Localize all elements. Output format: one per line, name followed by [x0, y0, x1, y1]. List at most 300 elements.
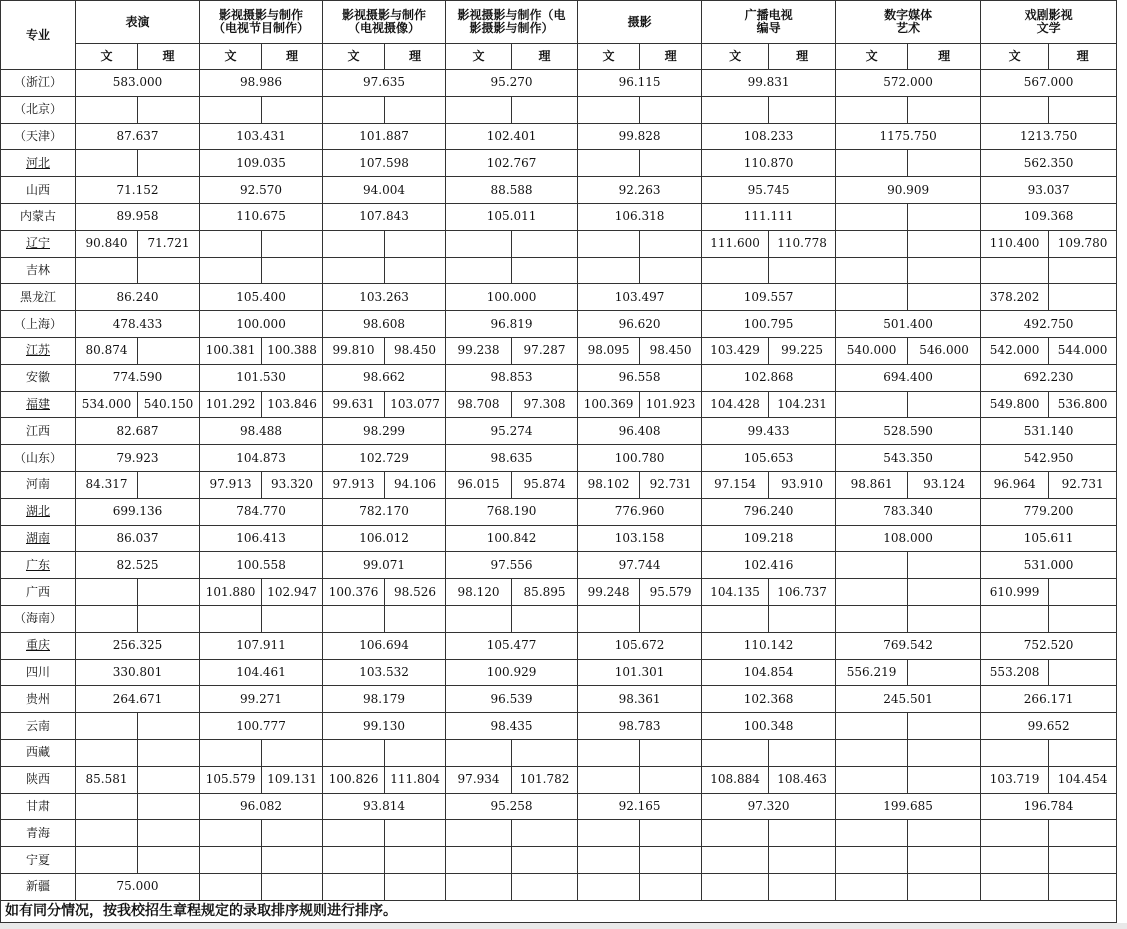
score-cell-li: 97.287 [512, 337, 578, 364]
score-cell: 101.887 [323, 123, 446, 150]
header-li: 理 [385, 44, 446, 70]
score-cell: 109.368 [981, 203, 1117, 230]
header-major-5 [702, 1, 836, 44]
score-cell-wen [578, 605, 640, 632]
score-cell-li [640, 820, 702, 847]
bottom-strip [0, 923, 1127, 929]
score-cell-wen: 105.579 [200, 766, 262, 793]
score-cell-wen [200, 739, 262, 766]
score-cell-wen: 84.317 [76, 471, 138, 498]
score-cell: 105.477 [446, 632, 578, 659]
score-cell-li: 104.454 [1049, 766, 1117, 793]
score-cell: 562.350 [981, 150, 1117, 177]
score-cell: 107.598 [323, 150, 446, 177]
score-cell-wen [836, 96, 908, 123]
score-cell: 95.745 [702, 177, 836, 204]
score-cell-li [138, 766, 200, 793]
score-cell-li [262, 96, 323, 123]
score-cell-li: 71.721 [138, 230, 200, 257]
score-cell: 99.652 [981, 713, 1117, 740]
province-name: 广东 [25, 557, 50, 572]
score-cell: 106.318 [578, 203, 702, 230]
header-wen: 文 [836, 44, 908, 70]
score-cell-li [908, 150, 981, 177]
score-cell-li [512, 96, 578, 123]
score-cell-li [769, 873, 836, 900]
header-major-6 [836, 1, 981, 44]
score-cell: 97.744 [578, 552, 702, 579]
header-major-1 [200, 1, 323, 44]
score-cell-li: 85.895 [512, 579, 578, 606]
score-cell: 98.853 [446, 364, 578, 391]
score-cell-wen: 98.102 [578, 471, 640, 498]
score-cell-wen: 98.120 [446, 579, 512, 606]
score-cell-li [640, 96, 702, 123]
score-cell-li [262, 820, 323, 847]
score-cell: 103.158 [578, 525, 702, 552]
score-cell-wen: 98.095 [578, 337, 640, 364]
score-cell-wen [981, 820, 1049, 847]
score-cell-wen [446, 873, 512, 900]
score-cell: 100.842 [446, 525, 578, 552]
score-cell: 96.408 [578, 418, 702, 445]
score-cell-li [908, 579, 981, 606]
score-cell: 99.130 [323, 713, 446, 740]
score-cell-li [262, 230, 323, 257]
score-cell: 103.497 [578, 284, 702, 311]
score-cell-wen: 103.429 [702, 337, 769, 364]
score-cell-wen [76, 713, 138, 740]
score-cell-li [908, 391, 981, 418]
score-cell-wen [446, 96, 512, 123]
score-cell-li [908, 230, 981, 257]
score-cell-wen: 99.248 [578, 579, 640, 606]
score-cell-li [262, 605, 323, 632]
score-cell: 104.461 [200, 659, 323, 686]
score-cell-li [512, 847, 578, 874]
province-name: （海南） [13, 611, 62, 626]
score-cell: 96.620 [578, 311, 702, 338]
score-cell: 105.400 [200, 284, 323, 311]
score-cell: 106.012 [323, 525, 446, 552]
score-cell-wen: 99.238 [446, 337, 512, 364]
score-cell-wen [836, 391, 908, 418]
score-cell-li [385, 257, 446, 284]
score-cell-wen [836, 203, 908, 230]
score-cell: 245.501 [836, 686, 981, 713]
score-cell: 99.828 [578, 123, 702, 150]
score-cell-wen: 104.135 [702, 579, 769, 606]
score-cell-wen: 80.874 [76, 337, 138, 364]
table-row [1, 873, 1117, 900]
table-row [1, 793, 1117, 820]
score-cell-wen: 104.428 [702, 391, 769, 418]
score-cell-li [908, 713, 981, 740]
score-cell-wen: 549.800 [981, 391, 1049, 418]
score-cell-wen [836, 284, 908, 311]
table-row [1, 150, 1117, 177]
score-cell-li: 101.782 [512, 766, 578, 793]
score-cell: 79.923 [76, 445, 200, 472]
score-cell: 100.795 [702, 311, 836, 338]
score-cell: 264.671 [76, 686, 200, 713]
table-row [1, 337, 1117, 364]
table-row [1, 525, 1117, 552]
score-cell: 108.000 [836, 525, 981, 552]
score-cell: 779.200 [981, 498, 1117, 525]
score-cell: 108.233 [702, 123, 836, 150]
score-cell: 103.532 [323, 659, 446, 686]
score-cell: 98.608 [323, 311, 446, 338]
province-cell [1, 739, 76, 766]
score-cell: 752.520 [981, 632, 1117, 659]
score-cell: 105.011 [446, 203, 578, 230]
province-cell [1, 713, 76, 740]
score-cell-wen: 540.000 [836, 337, 908, 364]
province-cell [1, 70, 76, 97]
score-cell-li [385, 847, 446, 874]
province-cell [1, 257, 76, 284]
province-name: 广西 [25, 584, 50, 599]
score-cell-wen: 96.015 [446, 471, 512, 498]
header-major-line: 摄影 [627, 14, 652, 29]
score-cell: 96.558 [578, 364, 702, 391]
header-li: 理 [908, 44, 981, 70]
header-major-line: 文学 [1036, 21, 1061, 35]
score-cell-li: 100.388 [262, 337, 323, 364]
header-li: 理 [640, 44, 702, 70]
table-row [1, 632, 1117, 659]
score-cell-wen: 97.913 [200, 471, 262, 498]
score-cell: 106.694 [323, 632, 446, 659]
score-cell: 93.814 [323, 793, 446, 820]
score-cell-wen: 100.369 [578, 391, 640, 418]
score-cell-wen [981, 847, 1049, 874]
score-cell-li [138, 257, 200, 284]
score-cell: 95.258 [446, 793, 578, 820]
header-major-4 [578, 1, 702, 44]
score-cell-wen: 100.826 [323, 766, 385, 793]
score-cell: 95.270 [446, 70, 578, 97]
score-cell-wen: 85.581 [76, 766, 138, 793]
score-cell-wen: 101.292 [200, 391, 262, 418]
score-cell: 100.348 [702, 713, 836, 740]
province-name: （山东） [13, 450, 62, 465]
score-cell-wen [200, 873, 262, 900]
score-cell-li [908, 203, 981, 230]
table-row [1, 847, 1117, 874]
table-row [1, 364, 1117, 391]
score-cell: 111.111 [702, 203, 836, 230]
score-cell-li: 93.910 [769, 471, 836, 498]
score-cell-wen: 99.810 [323, 337, 385, 364]
header-wen: 文 [323, 44, 385, 70]
province-name: （上海） [13, 316, 62, 331]
score-cell: 110.870 [702, 150, 836, 177]
score-cell-wen [446, 739, 512, 766]
score-cell: 256.325 [76, 632, 200, 659]
score-cell-wen [200, 847, 262, 874]
header-major-line: 广播电视 [744, 8, 793, 22]
table-row [1, 579, 1117, 606]
score-cell-li [385, 739, 446, 766]
score-cell-li [908, 739, 981, 766]
province-cell [1, 766, 76, 793]
province-cell [1, 311, 76, 338]
score-cell-li [769, 96, 836, 123]
score-cell-li: 540.150 [138, 391, 200, 418]
score-cell: 93.037 [981, 177, 1117, 204]
province-name: 黑龙江 [19, 289, 56, 304]
score-cell-wen [323, 873, 385, 900]
province-cell [1, 793, 76, 820]
score-cell-wen [200, 605, 262, 632]
header-major-line: 表演 [125, 14, 150, 29]
header-major-2 [323, 1, 446, 44]
score-cell-li [138, 605, 200, 632]
score-cell-li [769, 605, 836, 632]
header-major-line: 编导 [756, 21, 781, 35]
table-row [1, 203, 1117, 230]
table-row [1, 418, 1117, 445]
table-row [1, 552, 1117, 579]
table-row [1, 766, 1117, 793]
score-cell-li [385, 230, 446, 257]
score-cell: 776.960 [578, 498, 702, 525]
header-major-7 [981, 1, 1117, 44]
score-cell-wen [981, 873, 1049, 900]
province-name: 河南 [25, 477, 50, 492]
score-cell: 109.557 [702, 284, 836, 311]
table-row [1, 177, 1117, 204]
score-cell-wen: 90.840 [76, 230, 138, 257]
score-cell-li: 97.308 [512, 391, 578, 418]
score-cell: 501.400 [836, 311, 981, 338]
score-cell: 266.171 [981, 686, 1117, 713]
score-cell-li [908, 605, 981, 632]
table-row [1, 311, 1117, 338]
score-cell: 86.037 [76, 525, 200, 552]
header-wen: 文 [446, 44, 512, 70]
header-wen: 文 [981, 44, 1049, 70]
province-cell [1, 418, 76, 445]
province-cell [1, 873, 76, 900]
score-cell-li: 108.463 [769, 766, 836, 793]
score-cell-wen [200, 820, 262, 847]
header-major-line: 影视摄影与制作 [219, 8, 304, 22]
score-cell-wen: 96.964 [981, 471, 1049, 498]
score-cell-wen: 534.000 [76, 391, 138, 418]
score-cell-wen [981, 605, 1049, 632]
score-cell-li [769, 739, 836, 766]
score-cell: 768.190 [446, 498, 578, 525]
header-wen: 文 [200, 44, 262, 70]
score-cell-wen [578, 847, 640, 874]
province-name: 湖北 [25, 504, 50, 519]
score-cell-wen [578, 766, 640, 793]
score-cell-wen [323, 847, 385, 874]
score-cell-wen [702, 847, 769, 874]
province-name: 河北 [25, 155, 50, 170]
score-cell-li [908, 257, 981, 284]
province-cell [1, 847, 76, 874]
score-cell-li [385, 820, 446, 847]
score-cell: 100.000 [446, 284, 578, 311]
score-cell-wen: 610.999 [981, 579, 1049, 606]
score-cell: 330.801 [76, 659, 200, 686]
score-cell-wen: 98.708 [446, 391, 512, 418]
score-cell: 90.909 [836, 177, 981, 204]
score-cell-wen [981, 96, 1049, 123]
score-cell: 492.750 [981, 311, 1117, 338]
header-li: 理 [262, 44, 323, 70]
score-cell: 96.819 [446, 311, 578, 338]
score-cell-wen [200, 257, 262, 284]
score-cell-li: 106.737 [769, 579, 836, 606]
province-cell [1, 552, 76, 579]
score-cell-wen [578, 739, 640, 766]
score-cell-li [138, 337, 200, 364]
score-cell-li [1049, 820, 1117, 847]
score-cell-li [1049, 659, 1117, 686]
province-name: 江苏 [25, 343, 50, 358]
score-cell: 99.831 [702, 70, 836, 97]
header-major-0 [76, 1, 200, 44]
score-cell-li [640, 873, 702, 900]
score-cell: 528.590 [836, 418, 981, 445]
score-cell-li [262, 847, 323, 874]
score-cell-li: 95.874 [512, 471, 578, 498]
score-cell: 71.152 [76, 177, 200, 204]
score-cell: 94.004 [323, 177, 446, 204]
province-cell [1, 177, 76, 204]
score-cell: 694.400 [836, 364, 981, 391]
score-cell: 110.142 [702, 632, 836, 659]
score-cell-wen: 99.631 [323, 391, 385, 418]
score-cell-wen: 98.861 [836, 471, 908, 498]
score-cell: 531.000 [981, 552, 1117, 579]
score-cell-li [640, 605, 702, 632]
score-cell-li [262, 257, 323, 284]
province-cell [1, 230, 76, 257]
table-row [1, 820, 1117, 847]
province-cell [1, 579, 76, 606]
score-cell: 583.000 [76, 70, 200, 97]
province-cell [1, 364, 76, 391]
score-cell: 92.165 [578, 793, 702, 820]
score-cell: 96.082 [200, 793, 323, 820]
score-cell-li [138, 847, 200, 874]
province-name: 新疆 [25, 879, 50, 894]
score-cell-li [640, 230, 702, 257]
table-row [1, 70, 1117, 97]
score-cell-li: 92.731 [1049, 471, 1117, 498]
score-cell: 572.000 [836, 70, 981, 97]
score-cell-li: 111.804 [385, 766, 446, 793]
header-major-line: 影视摄影与制作 [342, 8, 427, 22]
score-cell: 107.911 [200, 632, 323, 659]
score-cell-wen [323, 605, 385, 632]
score-cell: 107.843 [323, 203, 446, 230]
score-cell-li [640, 257, 702, 284]
province-cell [1, 605, 76, 632]
score-cell-li [138, 820, 200, 847]
score-cell: 98.635 [446, 445, 578, 472]
score-cell-wen: 108.884 [702, 766, 769, 793]
score-cell: 104.873 [200, 445, 323, 472]
score-cell: 531.140 [981, 418, 1117, 445]
score-cell: 99.271 [200, 686, 323, 713]
score-cell-li [908, 847, 981, 874]
header-wen: 文 [76, 44, 138, 70]
table-row [1, 713, 1117, 740]
score-cell-li: 94.106 [385, 471, 446, 498]
table-row [1, 739, 1117, 766]
score-cell-wen [76, 605, 138, 632]
score-cell: 82.525 [76, 552, 200, 579]
score-cell-wen [702, 605, 769, 632]
score-cell-wen [76, 739, 138, 766]
province-name: （浙江） [13, 75, 62, 90]
score-cell-wen: 542.000 [981, 337, 1049, 364]
score-cell-li [769, 820, 836, 847]
score-cell: 109.035 [200, 150, 323, 177]
table-row [1, 605, 1117, 632]
table-row [1, 257, 1117, 284]
province-name: 云南 [25, 718, 50, 733]
score-cell-li [512, 605, 578, 632]
score-cell-wen [578, 150, 640, 177]
score-cell: 96.539 [446, 686, 578, 713]
score-cell-li: 99.225 [769, 337, 836, 364]
score-cell-wen [200, 96, 262, 123]
province-name: （北京） [13, 102, 62, 117]
score-cell: 98.179 [323, 686, 446, 713]
score-cell-li [138, 150, 200, 177]
score-cell-li: 546.000 [908, 337, 981, 364]
score-cell: 478.433 [76, 311, 200, 338]
score-cell: 95.274 [446, 418, 578, 445]
score-cell-li [1049, 847, 1117, 874]
score-cell: 542.950 [981, 445, 1117, 472]
province-cell [1, 203, 76, 230]
score-cell: 75.000 [76, 873, 200, 900]
table-row [1, 686, 1117, 713]
score-cell-li [1049, 605, 1117, 632]
score-cell-li [138, 96, 200, 123]
province-name: 辽宁 [25, 236, 50, 251]
score-cell: 82.687 [76, 418, 200, 445]
score-cell-wen: 556.219 [836, 659, 908, 686]
province-name: 青海 [25, 825, 50, 840]
score-cell-wen [702, 96, 769, 123]
score-cell-li [640, 739, 702, 766]
header-major-line: （电视节目制作） [213, 21, 310, 35]
score-cell-li [1049, 257, 1117, 284]
score-cell-li [908, 96, 981, 123]
score-cell: 86.240 [76, 284, 200, 311]
header-major-line: 影摄影与制作） [469, 21, 554, 35]
score-cell-wen: 378.202 [981, 284, 1049, 311]
score-cell-li [138, 793, 200, 820]
province-cell [1, 445, 76, 472]
score-cell-wen [200, 230, 262, 257]
header-major-3 [446, 1, 578, 44]
header-major-line: 数字媒体 [884, 8, 933, 22]
score-cell: 98.361 [578, 686, 702, 713]
score-cell: 88.588 [446, 177, 578, 204]
score-cell: 105.611 [981, 525, 1117, 552]
